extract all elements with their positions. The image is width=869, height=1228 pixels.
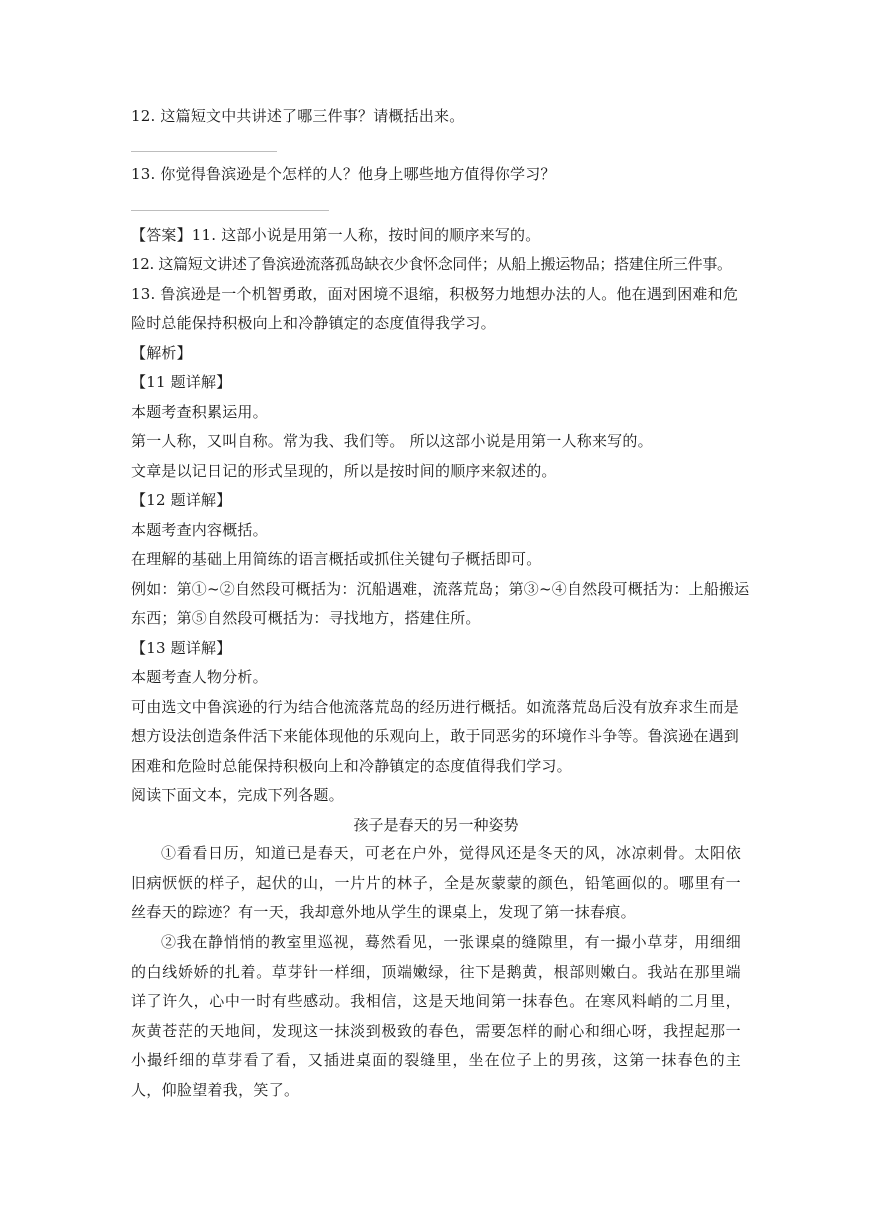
detail-11-line-2: 第一人称，又叫自称。常为我、我们等。 所以这部小说是用第一人称来写的。 [131, 432, 653, 450]
question-12: 12. 这篇短文中共讲述了哪三件事？请概括出来。 [131, 107, 465, 125]
analysis-header: 【解析】 [131, 344, 192, 362]
detail-11-line-1: 本题考查积累运用。 [131, 403, 268, 421]
detail-12-line-2: 在理解的基础上用简练的语言概括或抓住关键句子概括即可。 [131, 550, 542, 568]
passage-paragraph-1: ①看看日历，知道已是春天，可老在户外，觉得风还是冬天的风，冰凉刺骨。太阳依旧病恹恹的样子，起伏的山，一片片的林子，全是灰蒙蒙的颜色，铅笔画似的。哪里有一丝春天的踪迹？有一天，我却意外地从学生的课桌上，发现了第一抹春痕。 [131, 844, 741, 921]
answer-line-11: 【答案】11. 这部小说是用第一人称，按时间的顺序来写的。 [131, 226, 541, 244]
answer-line-13a: 13. 鲁滨逊是一个机智勇敢，面对困境不退缩，积极努力地想办法的人。他在遇到困难和危 [131, 285, 739, 303]
detail-11-header: 【11 题详解】 [131, 373, 232, 391]
detail-13-line-4: 困难和危险时总能保持积极向上和冷静镇定的态度值得我们学习。 [131, 757, 572, 775]
detail-13-line-1: 本题考查人物分析。 [131, 668, 268, 686]
answer-blank-12[interactable] [131, 151, 277, 152]
detail-13-line-3: 想方设法创造条件活下来能体现他的乐观向上，敢于同恶劣的环境作斗争等。鲁滨逊在遇到 [131, 727, 740, 745]
reading-instruction: 阅读下面文本，完成下列各题。 [131, 786, 344, 804]
answer-line-12: 12. 这篇短文讲述了鲁滨逊流落孤岛缺衣少食怀念同伴；从船上搬运物品；搭建住所三件事。 [131, 255, 732, 273]
answer-blank-13[interactable] [131, 210, 329, 211]
detail-12-line-1: 本题考查内容概括。 [131, 521, 268, 539]
detail-12-header: 【12 题详解】 [131, 491, 232, 509]
answer-line-13b: 险时总能保持积极向上和冷静镇定的态度值得我学习。 [131, 314, 496, 332]
passage-paragraph-2: ②我在静悄悄的教室里巡视，蓦然看见，一张课桌的缝隙里，有一撮小草芽，用细细的白线娇娇的扎着。草芽针一样细，顶端嫩绿，往下是鹅黄，根部则嫩白。我站在那里端详了许久，心中一时有些感动。我相信，这是天地间第一抹春色。在寒风料峭的二月里，灰黄苍茫的天地间，发现这一抹淡到极致的春色，需要怎样的耐心和细心呀，我捏起那一小撮纤细的草芽看了看，又插进桌面的裂缝里，坐在位子上的男孩，这第一抹春色的主人，仰脸望着我，笑了。 [131, 933, 741, 1099]
detail-13-line-2: 可由选文中鲁滨逊的行为结合他流落荒岛的经历进行概括。如流落荒岛后没有放弃求生而是 [131, 698, 740, 716]
detail-11-line-3: 文章是以记日记的形式呈现的，所以是按时间的顺序来叙述的。 [131, 462, 557, 480]
detail-12-line-4: 东西；第⑤自然段可概括为：寻找地方，搭建住所。 [131, 609, 481, 627]
detail-12-line-3: 例如：第①~②自然段可概括为：沉船遇难，流落荒岛；第③~④自然段可概括为：上船搬运 [131, 580, 750, 598]
detail-13-header: 【13 题详解】 [131, 639, 232, 657]
question-13: 13. 你觉得鲁滨逊是个怎样的人？他身上哪些地方值得你学习？ [131, 165, 556, 183]
passage-title: 孩子是春天的另一种姿势 [353, 816, 519, 834]
